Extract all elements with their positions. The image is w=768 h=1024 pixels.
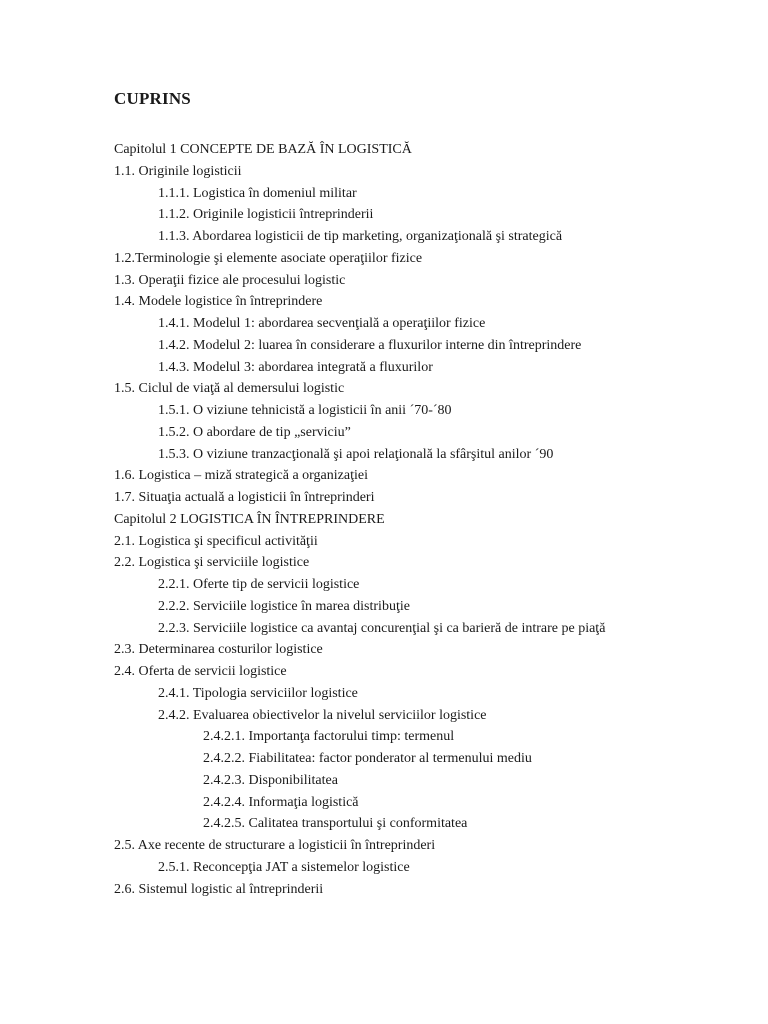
toc-entry: 1.5.1. O viziune tehnicistă a logisticii în anii ´70-´80 (158, 403, 452, 418)
toc-entry: 2.2.2. Serviciile logistice în marea distribuţie (158, 598, 410, 614)
toc-chapter-heading: Capitolul 2 LOGISTICA ÎN ÎNTREPRINDERE (114, 511, 385, 527)
toc-entry: 2.4.2.1. Importanţa factorului timp: termenul (203, 729, 455, 745)
toc-entry: 1.2.Terminologie şi elemente asociate operaţiilor fizice (114, 250, 423, 266)
toc-entry: 1.1.1. Logistica în domeniul militar (158, 185, 357, 201)
toc-entry: 1.5.3. O viziune tranzacţională şi apoi relaţională la sfârşitul anilor ´90 (158, 446, 554, 462)
toc-entry: 2.6. Sistemul logistic al întreprinderii (114, 881, 324, 897)
toc-chapter-heading: Capitolul 1 CONCEPTE DE BAZĂ ÎN LOGISTICĂ (114, 142, 412, 157)
toc-entry: 2.2.3. Serviciile logistice ca avantaj concurenţial şi ca barieră de intrare pe piaţă (158, 620, 606, 636)
toc-entry: 1.1. Originile logisticii (114, 163, 242, 179)
toc-entry: 2.3. Determinarea costurilor logistice (114, 642, 323, 658)
toc-entry: 2.4.2.2. Fiabilitatea: factor ponderator al termenului mediu (203, 751, 532, 766)
toc-entry: 2.2. Logistica şi serviciile logistice (114, 555, 310, 571)
toc-entry: 1.4.3. Modelul 3: abordarea integrată a fluxurilor (158, 359, 433, 375)
page-title: CUPRINS (114, 89, 191, 108)
toc-entry: 2.4. Oferta de servicii logistice (114, 664, 287, 679)
toc-entry: 2.1. Logistica şi specificul activităţii (114, 533, 318, 549)
toc-entry: 2.4.2. Evaluarea obiectivelor la nivelul serviciilor logistice (158, 707, 487, 723)
toc-entry: 1.4. Modele logistice în întreprindere (114, 294, 323, 310)
toc-entry: 2.2.1. Oferte tip de servicii logistice (158, 577, 360, 592)
toc-entry: 1.7. Situaţia actuală a logisticii în întreprinderi (114, 490, 375, 505)
toc-entry: 1.1.2. Originile logisticii întreprinderii (158, 207, 374, 223)
toc-entry: 1.5. Ciclul de viaţă al demersului logistic (114, 381, 345, 397)
toc-entry: 1.4.1. Modelul 1: abordarea secvenţială a operaţiilor fizice (158, 316, 486, 331)
toc-entry: 2.4.2.4. Informaţia logistică (203, 794, 359, 810)
toc-entry: 2.5.1. Reconcepţia JAT a sistemelor logistice (158, 859, 410, 875)
toc-entry: 1.5.2. O abordare de tip „serviciu” (158, 424, 351, 440)
toc-entry: 2.5. Axe recente de structurare a logisticii în întreprinderi (114, 838, 436, 853)
toc-entry: 1.6. Logistica – miză strategică a organizaţiei (114, 468, 368, 484)
toc-entry: 2.4.2.5. Calitatea transportului şi conformitatea (203, 816, 468, 832)
toc-entry: 1.3. Operaţii fizice ale procesului logistic (114, 272, 346, 288)
toc-entry: 2.4.1. Tipologia serviciilor logistice (158, 685, 358, 701)
toc-entry: 1.1.3. Abordarea logisticii de tip marketing, organizaţională şi strategică (158, 229, 563, 244)
toc-entry: 1.4.2. Modelul 2: luarea în considerare a fluxurilor interne din întreprindere (158, 337, 582, 353)
table-of-contents (0, 139, 768, 900)
toc-entry: 2.4.2.3. Disponibilitatea (203, 772, 338, 788)
